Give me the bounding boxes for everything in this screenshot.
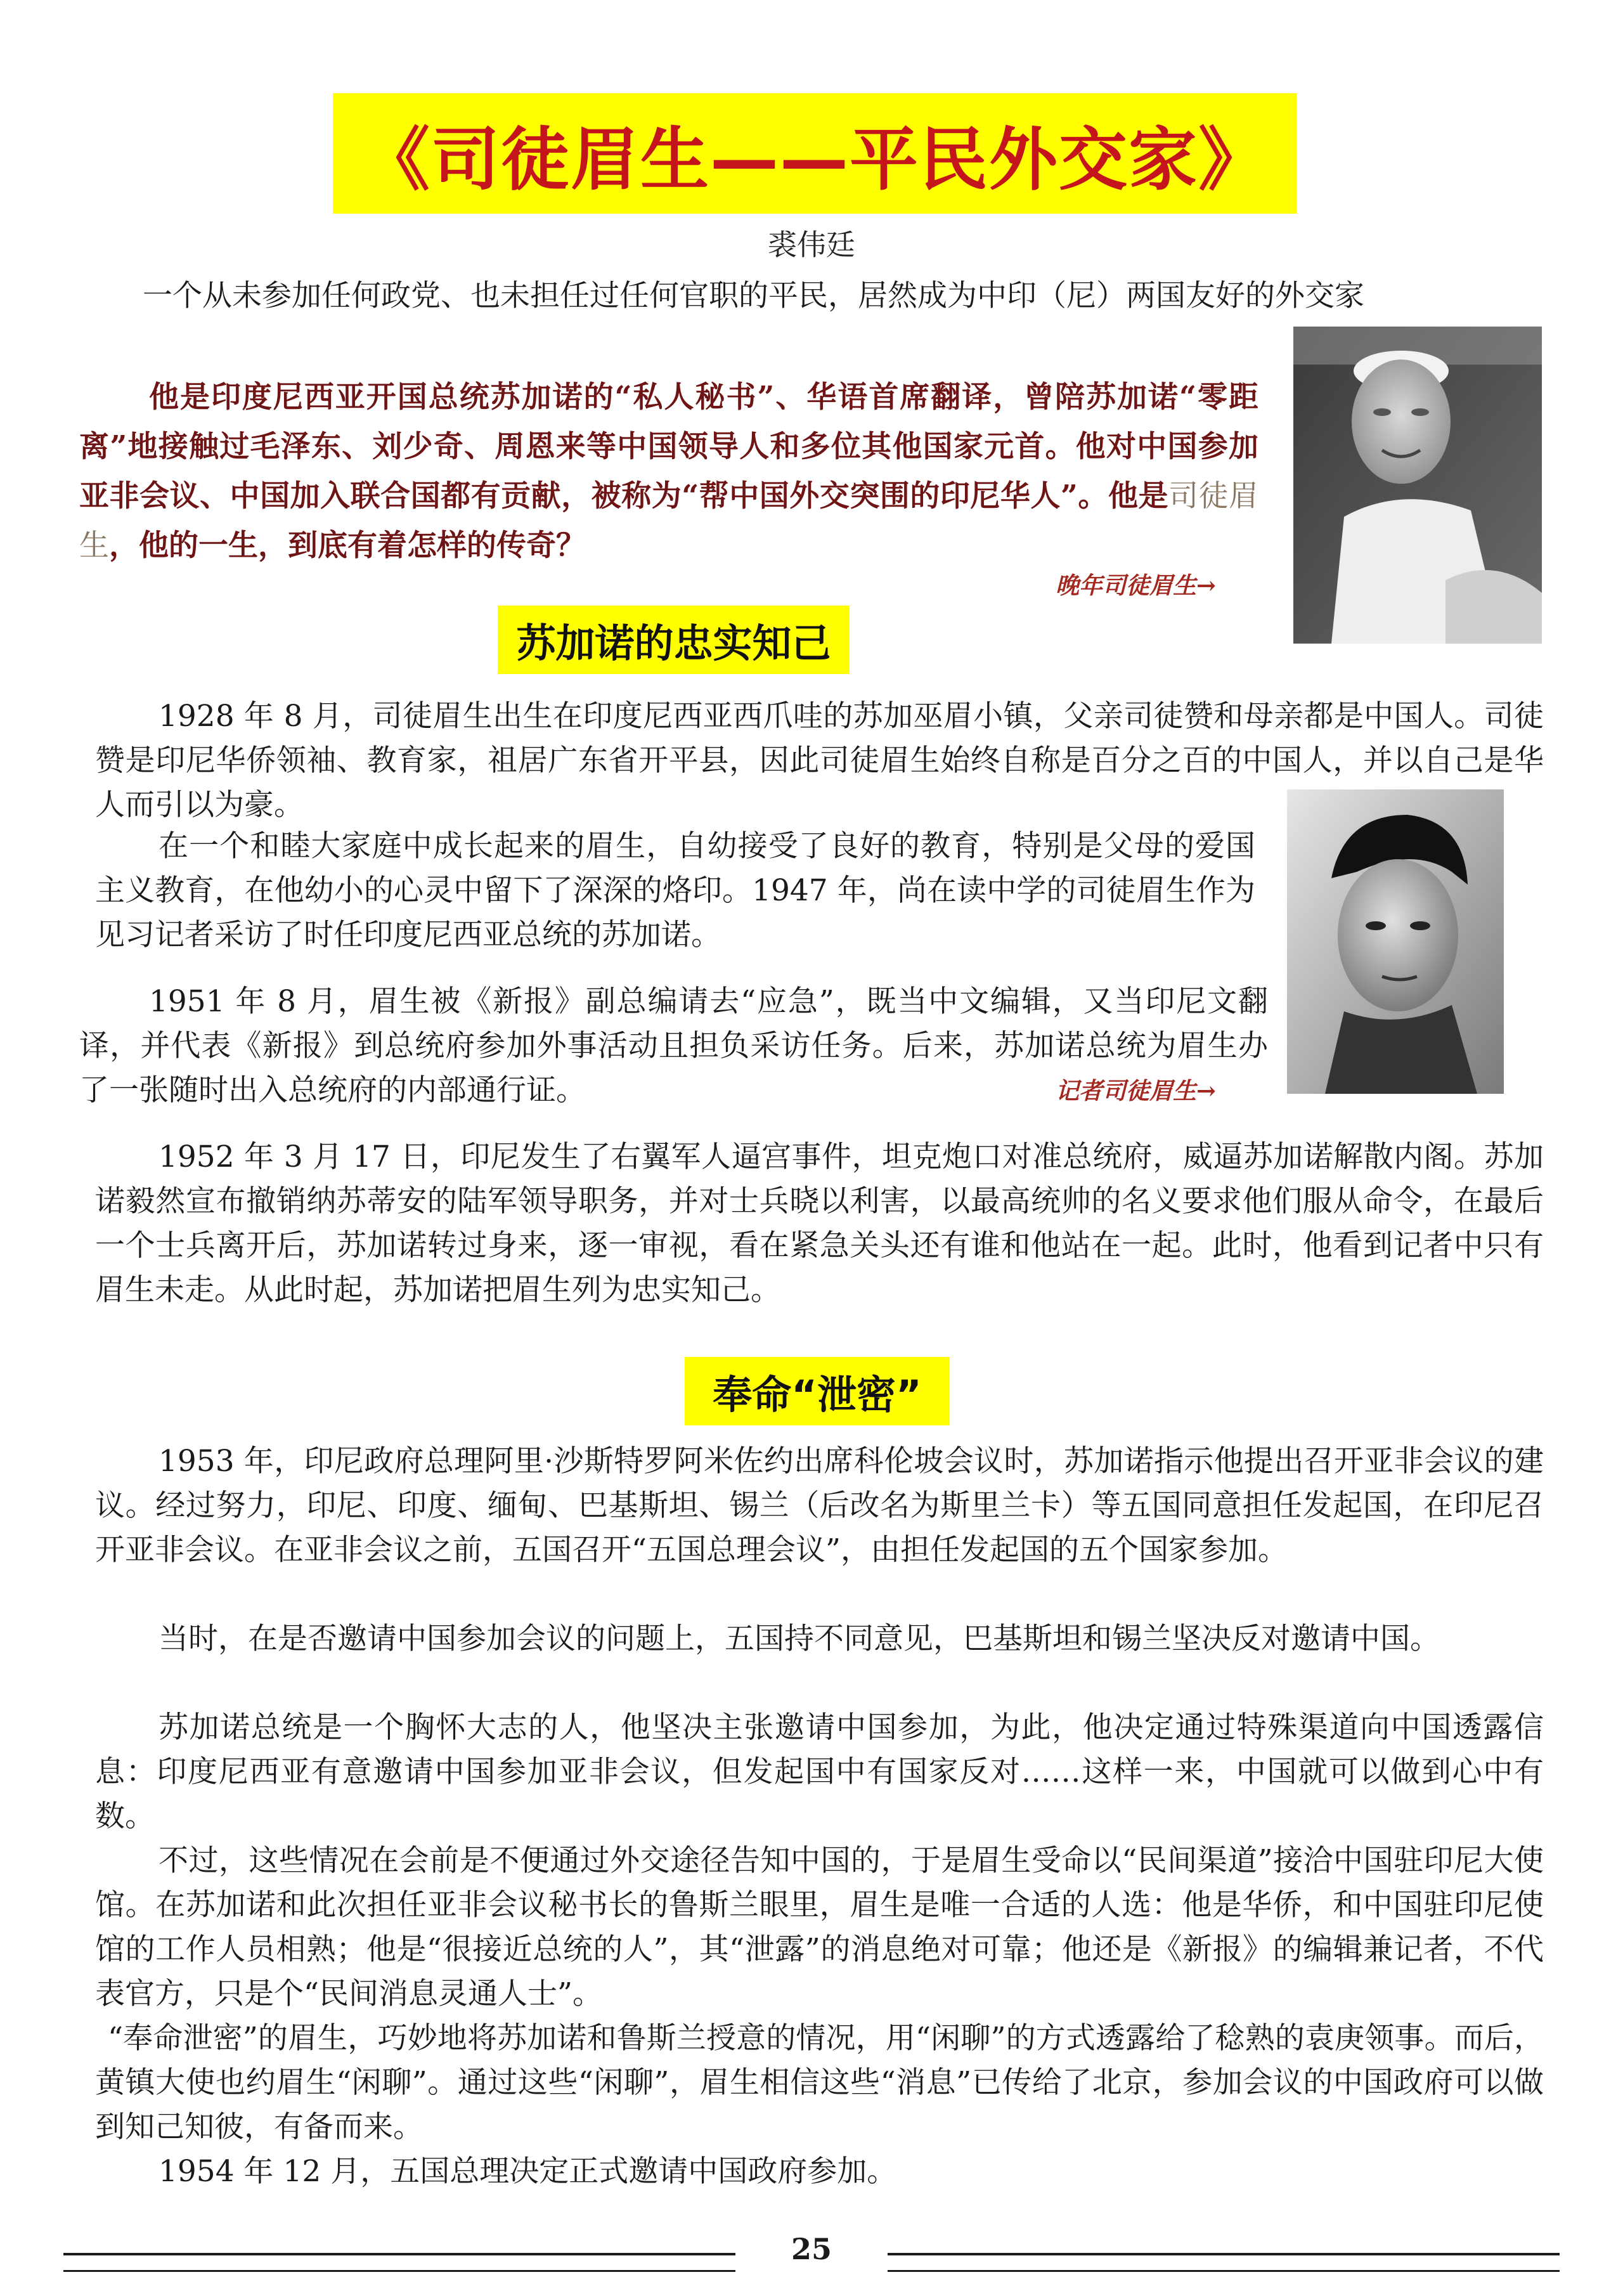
- section2-paragraph-6: 1954 年 12 月，五国总理决定正式邀请中国政府参加。: [158, 2154, 897, 2189]
- intro-text-2: ，他的一生，到底有着怎样的传奇？: [109, 528, 586, 563]
- article-title: 《司徒眉生——平民外交家》: [361, 120, 1268, 200]
- section1-paragraph-2: 在一个和睦大家庭中成长起来的眉生，自幼接受了良好的教育，特别是父母的爱国主义教育，在他幼小的心灵中留下了深深的烙印。1947 年，尚在读中学的司徒眉生作为见习记者采访了时任印度尼西亚总统的苏加诺。: [95, 829, 1255, 952]
- intro-name: 司徒眉生: [79, 479, 1258, 563]
- photo-caption-journalist: 记者司徒眉生→: [1056, 1077, 1217, 1105]
- footer-rule-right: [888, 2253, 1560, 2255]
- section2-paragraph-4: 不过，这些情况在会前是不便通过外交途径告知中国的，于是眉生受命以“民间渠道”接洽中国驻印尼大使馆。在苏加诺和此次担任亚非会议秘书长的鲁斯兰眼里，眉生是唯一合适的人选：他是华侨，和中国驻印尼使馆的工作人员相熟；他是“很接近总统的人”，其“泄露”的消息绝对可靠；他还是《新报》的编辑兼记者，不代表官方，只是个“民间消息灵通人士”。: [95, 1843, 1544, 2011]
- section2-paragraph-2: 当时，在是否邀请中国参加会议的问题上，五国持不同意见，巴基斯坦和锡兰坚决反对邀请中国。: [158, 1621, 1440, 1656]
- section1-paragraph-4: 1952 年 3 月 17 日，印尼发生了右翼军人逼宫事件，坦克炮口对准总统府，威逼苏加诺解散内阁。苏加诺毅然宣布撤销纳苏蒂安的陆军领导职务，并对士兵晓以利害，以最高统帅的名义要求他们服从命令，在最后一个士兵离开后，苏加诺转过身来，逐一审视，看在紧急关头还有谁和他站在一起。此时，他看到记者中只有眉生未走。从此时起，苏加诺把眉生列为忠实知己。: [95, 1139, 1544, 1307]
- footer-rule-left: [63, 2253, 735, 2255]
- section1-paragraph-3: 1951 年 8 月，眉生被《新报》副总编请去“应急”，既当中文编辑，又当印尼文翻译，并代表《新报》到总统府参加外事活动且担负采访任务。后来，苏加诺总统为眉生办了一张随时出入总统府的内部通行证。: [79, 984, 1268, 1108]
- intro-line: 一个从未参加任何政党、也未担任过任何官职的平民，居然成为中印（尼）两国友好的外交家: [143, 278, 1364, 313]
- page-number: 25: [791, 2232, 832, 2266]
- elderly-portrait-photo: [1293, 327, 1542, 644]
- footer-rule-left-2: [63, 2270, 735, 2272]
- intro-paragraph: [79, 373, 1258, 571]
- section2-paragraph-5: “奉命泄密”的眉生，巧妙地将苏加诺和鲁斯兰授意的情况，用“闲聊”的方式透露给了稔熟的袁庚领事。而后，黄镇大使也约眉生“闲聊”。通过这些“闲聊”，眉生相信这些“消息”已传给了北京，参加会议的中国政府可以做到知己知彼，有备而来。: [95, 2021, 1544, 2144]
- author-name: 裘伟廷: [768, 228, 855, 262]
- photo-caption-elderly: 晚年司徒眉生→: [1056, 571, 1217, 599]
- title-banner: [333, 93, 1296, 214]
- young-journalist-photo: [1287, 789, 1504, 1094]
- footer-rule-right-2: [888, 2270, 1560, 2272]
- section2-paragraph-1: 1953 年，印尼政府总理阿里·沙斯特罗阿米佐约出席科伦坡会议时，苏加诺指示他提出召开亚非会议的建议。经过努力，印尼、印度、缅甸、巴基斯坦、锡兰（后改名为斯里兰卡）等五国同意担任发起国，在印尼召开亚非会议。在亚非会议之前，五国召开“五国总理会议”，由担任发起国的五个国家参加。: [95, 1444, 1544, 1567]
- section-heading-1: 苏加诺的忠实知己: [498, 606, 850, 674]
- section-heading-2: 奉命“泄密”: [685, 1357, 950, 1425]
- section1-paragraph-1: 1928 年 8 月，司徒眉生出生在印度尼西亚西爪哇的苏加巫眉小镇，父亲司徒赞和母亲都是中国人。司徒赞是印尼华侨领袖、教育家，祖居广东省开平县，因此司徒眉生始终自称是百分之百的中国人，并以自己是华人而引以为豪。: [95, 699, 1544, 822]
- intro-text-1: 他是印度尼西亚开国总统苏加诺的“私人秘书”、华语首席翻译，曾陪苏加诺“零距离”地接触过毛泽东、刘少奇、周恩来等中国领导人和多位其他国家元首。他对中国参加亚非会议、中国加入联合国都有贡献，被称为“帮中国外交突围的印尼华人”。他是: [79, 380, 1258, 514]
- section2-paragraph-3: 苏加诺总统是一个胸怀大志的人，他坚决主张邀请中国参加，为此，他决定通过特殊渠道向中国透露信息：印度尼西亚有意邀请中国参加亚非会议，但发起国中有国家反对……这样一来，中国就可以做到心中有数。: [95, 1710, 1544, 1834]
